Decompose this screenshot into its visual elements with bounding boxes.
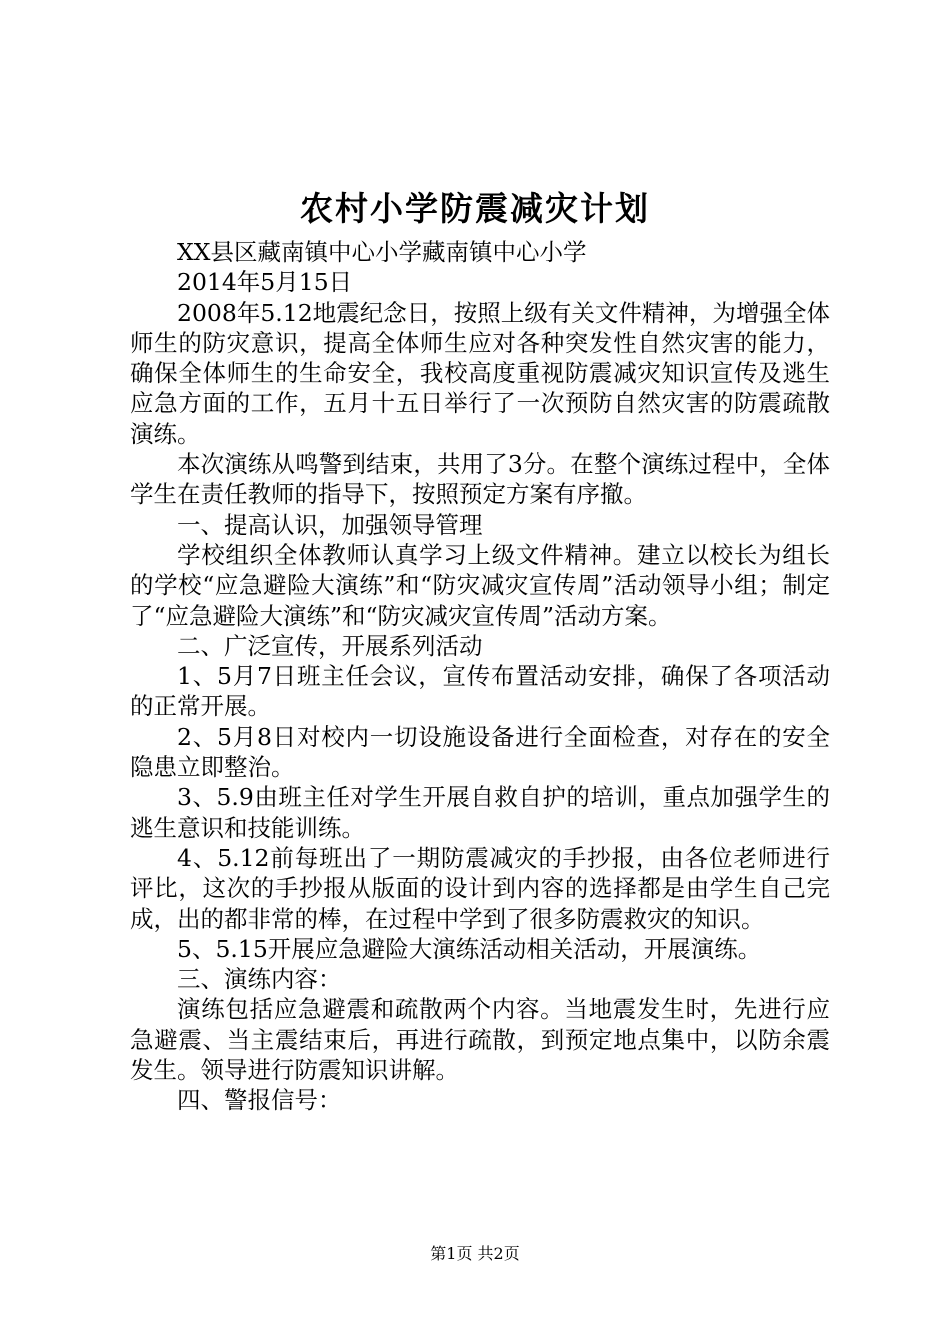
section-heading-1: 一、提高认识，加强领导管理 bbox=[177, 510, 483, 539]
document-title: 农村小学防震减灾计划 bbox=[300, 189, 650, 228]
paragraph-school-name: XX县区藏南镇中心小学藏南镇中心小学 bbox=[177, 238, 587, 266]
paragraph-drill-content: 演练包括应急避震和疏散两个内容。当地震发生时，先进行应急避震、当主震结束后，再进行疏散，到预定地点集中，以防余震发生。领导进行防震知识讲解。 bbox=[130, 995, 830, 1085]
section-heading-3: 三、演练内容： bbox=[177, 965, 342, 994]
section-heading-4: 四、警报信号： bbox=[177, 1086, 342, 1115]
list-item-3: 3、5.9由班主任对学生开展自救自护的培训，重点加强学生的逃生意识和技能训练。 bbox=[130, 783, 830, 842]
paragraph-leadership: 学校组织全体教师认真学习上级文件精神。建立以校长为组长的学校“应急避险大演练”和“防灾减灾宣传周”活动领导小组；制定了“应急避险大演练”和“防灾减灾宣传周”活动方案。 bbox=[130, 540, 830, 630]
page-footer: 第1页 共2页 bbox=[430, 1244, 520, 1263]
document-body bbox=[130, 237, 830, 1116]
list-item-2: 2、5月8日对校内一切设施设备进行全面检查，对存在的安全隐患立即整治。 bbox=[130, 722, 830, 782]
paragraph-intro: 2008年5.12地震纪念日，按照上级有关文件精神，为增强全体师生的防灾意识，提高全体师生应对各种突发性自然灾害的能力，确保全体师生的生命安全，我校高度重视防震减灾知识宣传及逃生应急方面的工作，五月十五日举行了一次预防自然灾害的防震疏散演练。 bbox=[130, 298, 830, 448]
paragraph-drill-summary: 本次演练从鸣警到结束，共用了3分。在整个演练过程中，全体学生在责任教师的指导下，按照预定方案有序撤。 bbox=[130, 450, 830, 509]
list-item-1: 1、5月7日班主任会议，宣传布置活动安排，确保了各项活动的正常开展。 bbox=[130, 662, 830, 721]
list-item-4: 4、5.12前每班出了一期防震减灾的手抄报，由各位老师进行评比，这次的手抄报从版面的设计到内容的选择都是由学生自己完成，出的都非常的棒，在过程中学到了很多防震救灾的知识。 bbox=[130, 843, 830, 933]
paragraph-date: 2014年5月15日 bbox=[177, 268, 353, 297]
list-item-5: 5、5.15开展应急避险大演练活动相关活动，开展演练。 bbox=[177, 934, 762, 963]
section-heading-2: 二、广泛宣传，开展系列活动 bbox=[177, 631, 483, 660]
